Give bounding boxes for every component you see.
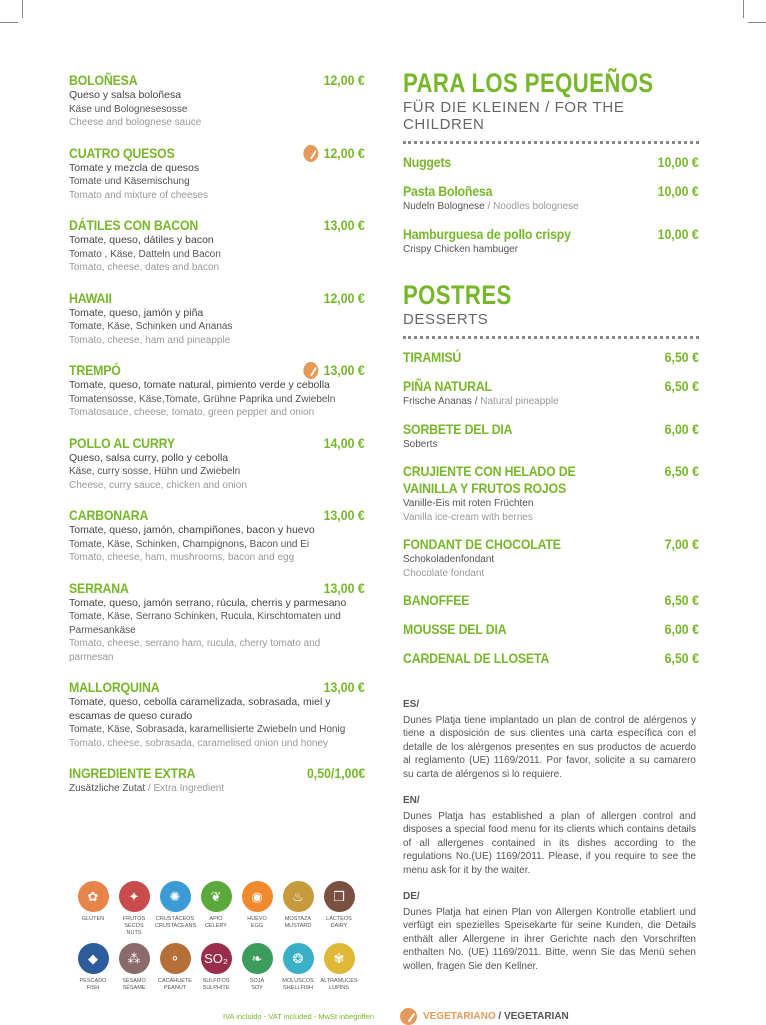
allergen-notes: [403, 698, 696, 986]
allergen-legend: [73, 881, 363, 992]
description-de: Tomatensosse, Käse,Tomate, Grühne Paprika und Zwiebeln: [69, 393, 336, 405]
menu-item-header: [69, 145, 365, 162]
allergen-item: [319, 881, 359, 937]
crab-icon: ✺: [160, 881, 191, 912]
crop-mark: [743, 0, 744, 18]
separator: /: [145, 783, 154, 794]
menu-item: [69, 290, 365, 348]
menu-item: [403, 421, 699, 452]
item-name: CARBONARA: [69, 507, 149, 523]
description-de: Schokoladenfondant: [403, 554, 495, 565]
menu-item: [403, 378, 699, 409]
vegetarian-icon: [304, 145, 319, 162]
allergen-label: [196, 978, 236, 992]
item-price: [324, 72, 365, 89]
allergen-note: [403, 698, 696, 781]
item-price: 6,50 €: [664, 650, 699, 666]
menu-item: [69, 507, 365, 565]
allergen-note: [403, 890, 696, 973]
description-de: Zusätzliche Zutat: [69, 783, 146, 794]
allergen-item: [278, 943, 318, 992]
description-de: Tomate, Käse, Schinken, Champignons, Bacon und Ei: [69, 538, 310, 550]
allergen-label-es: FRUTOS SECOS: [122, 916, 146, 929]
item-price: [324, 435, 365, 452]
allergen-label-es: MOLUSCOS: [282, 978, 314, 984]
item-name: POLLO AL CURRY: [69, 434, 175, 451]
item-price: [324, 580, 365, 597]
menu-item: [69, 72, 365, 130]
allergen-label-en: SOY: [251, 985, 263, 991]
price-value: 12,00 €: [323, 72, 365, 88]
menu-item-header: [403, 154, 699, 171]
lupin-icon: ✾: [324, 943, 355, 974]
allergen-label-es: SOJA: [249, 978, 265, 984]
allergen-label-en: SHELLFISH: [283, 985, 313, 991]
desserts-subtitle: DESSERTS: [403, 311, 489, 328]
menu-item: [69, 362, 365, 420]
menu-item-header: [403, 650, 699, 667]
menu-item-header: [69, 362, 365, 379]
celery-icon: ❦: [201, 881, 232, 912]
vat-note: IVA incluido - VAT included - MwSt inbegriffen: [223, 1012, 375, 1021]
allergen-label-en: SÉSAME: [122, 985, 146, 991]
description-en: Tomato, cheese, ham and pineapple: [69, 334, 231, 346]
description-de: Crispy Chicken hambuger: [403, 243, 519, 255]
item-price: [304, 145, 365, 162]
crop-mark: [0, 22, 18, 23]
description-en: Chocolate fondant: [403, 567, 485, 579]
allergen-item: [278, 881, 318, 937]
description-de: Nudeln Bolognese: [403, 201, 485, 212]
menu-item-header: [403, 349, 699, 366]
wheat-icon: ✿: [78, 881, 109, 912]
menu-item-header: [69, 72, 365, 89]
note-language: ES/: [403, 699, 420, 710]
menu-item-header: [69, 580, 365, 597]
item-name: INGREDIENTE EXTRA: [69, 765, 196, 781]
item-price: [324, 679, 365, 696]
allergen-label-es: HUEVO: [247, 916, 267, 922]
egg-icon: ◉: [242, 881, 273, 912]
kids-subtitle: FÜR DIE KLEINEN / FOR THE CHILDREN: [403, 99, 625, 133]
allergen-label: [278, 916, 318, 930]
description-en: Tomato, cheese, serrano ham, rucula, cherry tomato and parmesan: [69, 638, 321, 663]
crop-mark: [748, 22, 766, 23]
menu-item-header: [69, 507, 365, 524]
price-value: 13,00 €: [323, 579, 365, 596]
menu-item-header: [69, 290, 365, 307]
item-name: HAWAII: [69, 289, 112, 306]
menu-item-header: [403, 592, 699, 609]
item-name: Pasta Boloñesa: [403, 183, 493, 199]
item-name: MOUSSE DEL DIA: [403, 621, 507, 637]
mustard-icon: ♨: [283, 881, 314, 912]
allergen-label: [278, 978, 318, 992]
allergen-item: [114, 881, 154, 937]
allergen-label-en: FISH: [86, 985, 100, 991]
allergen-label-es: ALTRAMUCES: [320, 978, 358, 984]
description-es: Queso, salsa curry, pollo y cebolla: [69, 451, 229, 464]
price-value: 12,00 €: [323, 144, 365, 161]
menu-item: [69, 145, 365, 203]
sulphite-icon: SO₂: [201, 943, 232, 974]
item-price: [304, 362, 365, 379]
allergen-item: [196, 881, 236, 937]
description-en: Cheese, curry sauce, chicken and onion: [69, 479, 247, 491]
menu-item-header: [403, 463, 699, 497]
allergen-label: [155, 978, 195, 992]
allergen-label-es: PESCADO: [79, 978, 107, 984]
allergen-item: [155, 943, 195, 992]
item-price: [324, 217, 365, 234]
description-de-en: [69, 782, 365, 796]
allergen-label: [237, 978, 277, 992]
item-price: [324, 290, 365, 307]
dotted-divider: [403, 141, 699, 144]
menu-item-header: [403, 226, 699, 243]
menu-item: [403, 650, 699, 667]
allergen-item: [237, 943, 277, 992]
note-language: DE/: [403, 891, 420, 902]
desserts-section: [403, 280, 699, 667]
item-price: 7,00 €: [664, 536, 699, 552]
menu-item: [403, 183, 699, 214]
crop-mark: [22, 0, 23, 18]
description-de: Vanille-Eis mit roten Früchten: [403, 498, 534, 509]
description-en: Tomato and mixture of cheeses: [69, 189, 208, 201]
item-name: BANOFFEE: [403, 592, 470, 608]
menu-item-header: [403, 378, 699, 395]
description-de: Soberts: [403, 438, 438, 450]
allergen-label-es: SULFITOS: [202, 978, 230, 984]
pizza-column: [69, 72, 365, 811]
allergen-item: [73, 943, 113, 992]
note-text: Dunes Platja has established a plan of allergen control and disposes a special food menu for its clients which contains details of all allergenes contained in its dishes according to the regulations No.(UE) 1169/2011. Please, if you require to see the menu ask for it by the waiter.: [403, 810, 696, 876]
allergen-label-es: SÉSAMO: [122, 978, 146, 984]
description-en: Cheese and bolognese sauce: [69, 117, 202, 128]
allergen-item: [319, 943, 359, 992]
item-price: 10,00 €: [657, 225, 699, 242]
allergen-item: [114, 943, 154, 992]
allergen-label-en: NUTS: [126, 930, 142, 936]
menu-item: [69, 217, 365, 275]
item-name: FONDANT DE CHOCOLATE: [403, 536, 561, 552]
item-price: 6,50 €: [664, 378, 699, 394]
item-name: CUATRO QUESOS: [69, 144, 175, 161]
description-de: Tomato , Käse, Datteln und Bacon: [69, 248, 221, 260]
allergen-label-es: MOSTAZA: [284, 916, 312, 922]
item-name: DÁTILES CON BACON: [69, 217, 199, 233]
desserts-title: POSTRES: [403, 280, 512, 310]
vegetarian-icon: [304, 362, 319, 379]
item-price: 6,50 €: [664, 349, 699, 365]
menu-item-header: [403, 421, 699, 438]
allergen-label: [196, 916, 236, 930]
allergen-label: [237, 916, 277, 930]
description: [403, 243, 699, 257]
item-name: Hamburguesa de pollo crispy: [403, 225, 571, 242]
allergen-label: [114, 916, 154, 937]
description-es: Tomate y mezcla de quesos: [69, 161, 200, 174]
description-en: Tomato, cheese, sobrasada, caramelised onion und honey: [69, 737, 329, 749]
allergen-label-es: GLUTEN: [81, 916, 105, 922]
allergen-label-en: CRUSTACEANS: [155, 923, 197, 929]
separator: /: [484, 201, 494, 212]
allergen-item: [196, 943, 236, 992]
description: [403, 395, 699, 409]
fish-icon: ◆: [78, 943, 109, 974]
price-value: 14,00 €: [323, 434, 365, 451]
allergen-label: [155, 916, 195, 930]
allergen-label: [319, 978, 359, 992]
menu-item: [403, 621, 699, 638]
extra-ingredient: [69, 765, 365, 796]
description-de: Tomate, Käse, Serrano Schinken, Rucula, Kirschtomaten und Parmesankäse: [69, 611, 341, 636]
menu-item: [403, 154, 699, 171]
price-value: 13,00 €: [323, 507, 365, 523]
description-es: Tomate, queso, tomate natural, pimiento verde y cebolla: [69, 379, 330, 391]
allergen-item: [73, 881, 113, 937]
item-price: 6,50 €: [664, 592, 699, 608]
item-name: PIÑA NATURAL: [403, 378, 492, 394]
description-de: Käse, curry sosse, Hühn und Zwiebeln: [69, 466, 241, 477]
menu-item-header: [69, 765, 365, 782]
menu-item-header: [403, 183, 699, 200]
price-value: 13,00 €: [323, 679, 365, 695]
description-de: Tomate und Käsemischung: [69, 176, 190, 187]
menu-item: [403, 349, 699, 366]
item-price: 6,00 €: [664, 621, 699, 637]
menu-item-header: [403, 621, 699, 638]
allergen-label: [319, 916, 359, 930]
item-name: BOLOÑESA: [69, 72, 138, 88]
kids-section: [403, 68, 699, 256]
description-de: Tomate, Käse, Sobrasada, karamellisierte Zwiebeln und Honig: [69, 724, 346, 735]
note-text: Dunes Platja tiene implantado un plan de control de alérgenos y tiene a disposición de sus clientes una carta específica con el detalle de los alérgenos presentes en sus productos de acuerdo al reglamento (UE) 1169/2011. Por favor, solicite a su camarero su carta de alérgenos si lo requiere.: [403, 714, 696, 780]
item-name: MALLORQUINA: [69, 679, 160, 695]
allergen-label: [73, 916, 113, 923]
menu-item: [403, 226, 699, 257]
description-es: Tomate, queso, jamón serrano, rúcula, cherris y parmesano: [69, 596, 347, 609]
allergen-item: [237, 881, 277, 937]
allergen-label-en: SULPHITE: [202, 985, 230, 991]
description-es: Tomate, queso, cebolla caramelizada, sobrasada, miel y escamas de queso curado: [69, 696, 331, 722]
veg-label-en: VEGETARIAN: [503, 1011, 569, 1022]
price-value: 12,00 €: [323, 289, 365, 306]
vegetarian-icon: [400, 1008, 417, 1025]
description-de: Tomate, Käse, Schinken und Ananas: [69, 321, 233, 332]
allergen-label-en: EGG: [250, 923, 264, 929]
vegetarian-legend: [400, 1008, 569, 1025]
menu-item: [69, 679, 365, 750]
nuts-icon: ✦: [119, 881, 150, 912]
shellfish-icon: ❂: [283, 943, 314, 974]
item-name: CARDENAL DE LLOSETA: [403, 650, 550, 666]
description-es: Queso y salsa boloñesa: [69, 89, 182, 101]
soy-icon: ❧: [242, 943, 273, 974]
allergen-label-es: CRUSTÁCEOS: [155, 916, 195, 922]
allergen-note: [403, 794, 696, 877]
menu-item-header: [69, 217, 365, 234]
description-es: Tomate, queso, jamón, champiñones, bacon y huevo: [69, 524, 315, 536]
note-text: Dunes Platja hat einen Plan von Allergen Kontrolle etabliert und verfügt ein spezielles Speisekarte für seine Kunden, die Details enthält aller Allergene in ihrer Gerichte nach den Vorschriften enthalten No. (UE) 1169/2011. Bitte, wenn Sie das Menü sehen wollen, fragen Sie den Kellner.: [403, 906, 696, 972]
description: [403, 200, 699, 214]
menu-item: [69, 435, 365, 493]
description-en: Tomatosauce, cheese, tomato, green pepper and onion: [69, 407, 315, 418]
allergen-label-es: CACAHUETE: [158, 978, 192, 984]
veg-separator: /: [495, 1011, 504, 1022]
peanut-icon: ⚬: [160, 943, 191, 974]
sesame-icon: ⁂: [119, 943, 150, 974]
menu-item-header: [403, 536, 699, 553]
allergen-label-es: APIO: [209, 916, 223, 922]
menu-item: [69, 580, 365, 665]
menu-item-header: [69, 679, 365, 696]
item-name: TREMPÓ: [69, 362, 121, 378]
description-es: Tomate, queso, dátiles y bacon: [69, 234, 214, 246]
allergen-label: [114, 978, 154, 992]
item-price: 6,50 €: [664, 463, 699, 479]
item-name: TIRAMISÚ: [403, 349, 462, 365]
description-de: Käse und Bolognesesosse: [69, 103, 188, 115]
item-price: 10,00 €: [657, 154, 699, 170]
dairy-icon: ❒: [324, 881, 355, 912]
dotted-divider: [403, 336, 699, 339]
description-de: Frische Ananas /: [403, 396, 481, 407]
allergen-label-en: CELERY: [205, 923, 227, 929]
description-en: Noodles bolognese: [493, 201, 579, 212]
description-en: Natural pineapple: [480, 396, 559, 407]
right-column: [403, 68, 699, 679]
menu-item-header: [69, 435, 365, 452]
allergen-label-en: MUSTARD: [284, 923, 312, 929]
item-name: SORBETE DEL DIA: [403, 420, 513, 437]
allergen-label: [73, 978, 113, 992]
description-en: Tomato, cheese, ham, mushrooms, bacon and egg: [69, 552, 295, 563]
item-price: 6,00 €: [664, 420, 699, 437]
item-price: [324, 507, 365, 524]
item-price: 0,50/1,00€: [306, 765, 365, 781]
item-name: Nuggets: [403, 154, 452, 170]
item-price: 10,00 €: [657, 183, 699, 199]
allergen-label-es: LÁCTEOS: [326, 916, 352, 922]
description-en: Vanilla ice-cream with berries: [403, 511, 533, 523]
allergen-label-en: PEANUT: [163, 985, 187, 991]
description-en: Extra Ingredient: [153, 783, 225, 794]
menu-item: [403, 463, 699, 524]
item-name: SERRANA: [69, 579, 129, 596]
description-es: Tomate, queso, jamón y piña: [69, 306, 204, 319]
note-language: EN/: [403, 795, 420, 806]
menu-item: [403, 592, 699, 609]
kids-title: PARA LOS PEQUEÑOS: [403, 68, 654, 98]
price-value: 13,00 €: [323, 217, 365, 233]
allergen-label-en: LUPINS: [329, 985, 349, 991]
item-name: CRUJIENTE CON HELADO DE VAINILLA Y FRUTOS ROJOS: [403, 463, 576, 496]
allergen-item: [155, 881, 195, 937]
description-en: Tomato, cheese, dates and bacon: [69, 262, 220, 273]
veg-label-es: VEGETARIANO: [423, 1011, 496, 1022]
allergen-label-en: DAIRY: [330, 923, 348, 929]
price-value: 13,00 €: [323, 362, 365, 378]
menu-item: [403, 536, 699, 580]
